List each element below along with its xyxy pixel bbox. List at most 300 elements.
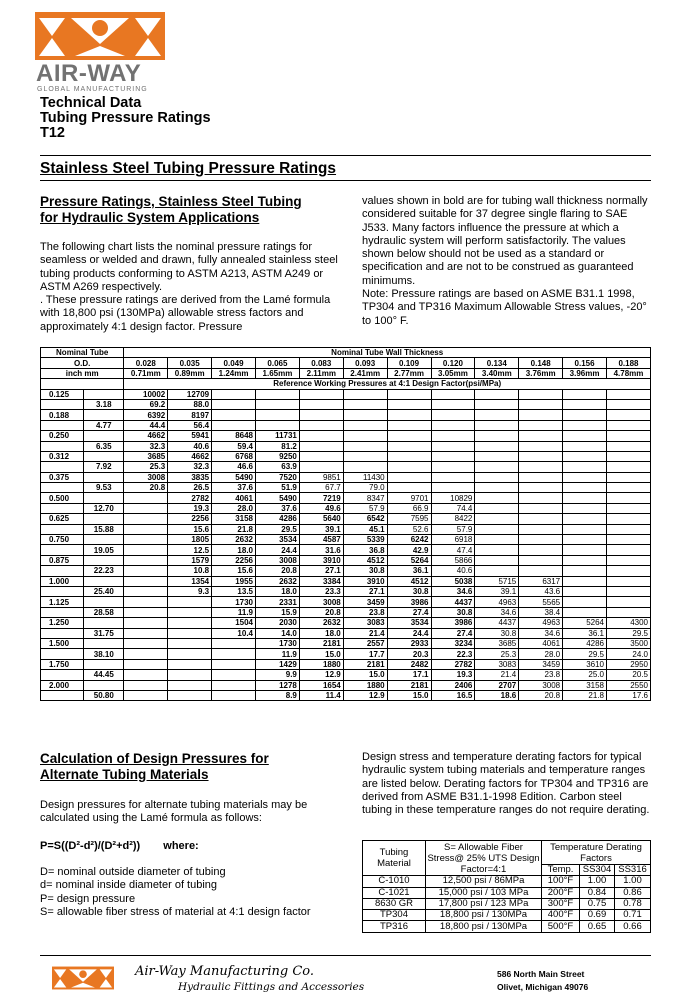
pressure-cell [607,566,651,576]
pressure-cell [475,462,519,472]
pressure-cell [124,545,168,555]
od-inch-cell [41,566,84,576]
pressure-cell: 3234 [431,638,475,648]
od-mm-cell [84,431,124,441]
table-row [363,887,651,898]
pressure-cell: 5941 [168,431,212,441]
temp-cell: 300°F [542,898,580,909]
pressure-cell [563,607,607,617]
od-inch-cell: 1.125 [41,597,84,607]
pressure-cell: 12.9 [343,690,387,700]
pressure-cell [387,462,431,472]
pressure-cell [475,535,519,545]
pressure-cell: 47.4 [431,545,475,555]
pressure-cell [168,607,212,617]
pressure-cell: 10.4 [212,628,256,638]
pressure-cell: 5490 [256,493,300,503]
pressure-cell [299,420,343,430]
pressure-cell [212,420,256,430]
pressure-cell: 2782 [431,659,475,669]
temp-cell: 400°F [542,910,580,921]
pressure-cell [607,576,651,586]
pressure-cell: 4437 [475,618,519,628]
wall-inch-header: 0.028 [124,358,168,368]
ss304-cell: 0.69 [580,910,615,921]
od-inch-cell [41,690,84,700]
pressure-cell [519,431,563,441]
material-cell: C-1010 [363,876,426,887]
stress-cell: 15,000 psi / 103 MPa [426,887,542,898]
od-mm-cell: 25.40 [84,586,124,596]
ss316-header: SS316 [615,865,651,876]
pressure-cell: 2557 [343,638,387,648]
pressure-cell: 17.1 [387,670,431,680]
table-header-row [41,379,651,389]
wall-mm-header: 3.05mm [431,368,475,378]
pressure-cell [607,535,651,545]
pressure-cell [519,451,563,461]
lame-paragraph: . These pressure ratings are derived from the Lamé formula with 18,800 psi (130MPa) allowable stress factors and approximately 4:1 design factor. Pressure [40,294,331,333]
table-row [41,472,651,482]
pressure-cell: 11430 [343,472,387,482]
pressure-cell [519,545,563,555]
pressure-cell: 1654 [299,680,343,690]
pressure-cell [299,410,343,420]
material-cell: C-1021 [363,887,426,898]
pressure-cell [519,535,563,545]
blank-cell [41,379,124,389]
wall-inch-header: 0.188 [607,358,651,368]
pressure-cell: 31.6 [299,545,343,555]
pressure-cell [387,389,431,399]
design-pressures-heading [40,751,269,783]
stress-cell: 17,800 psi / 123 MPa [426,898,542,909]
pressure-cell [431,451,475,461]
pressure-cell [343,441,387,451]
pressure-cell [124,659,168,669]
od-inch-cell: 1.000 [41,576,84,586]
pressure-cell: 4963 [519,618,563,628]
ss316-cell: 0.86 [615,887,651,898]
ss304-cell: 1.00 [580,876,615,887]
pressure-cell: 59.4 [212,441,256,451]
pressure-cell: 8197 [168,410,212,420]
pressure-cell: 23.8 [519,670,563,680]
heading-line: for Hydraulic System Applications [40,210,260,225]
pressure-cell: 2256 [168,514,212,524]
pressure-cell: 3008 [519,680,563,690]
od-inch-cell [41,586,84,596]
address-line: 586 North Main Street [497,969,585,979]
pressure-cell [212,638,256,648]
pressure-cell [519,514,563,524]
pressure-cell [387,451,431,461]
pressure-cell: 10.8 [168,566,212,576]
pressure-cell [519,493,563,503]
pressure-cell: 1880 [299,659,343,669]
ss316-cell: 0.71 [615,910,651,921]
pressure-cell: 8422 [431,514,475,524]
od-inch-cell: 0.750 [41,535,84,545]
pressure-cell [475,524,519,534]
pressure-cell [475,555,519,565]
pressure-cell: 24.0 [607,649,651,659]
pressure-cell: 27.1 [343,586,387,596]
pressure-cell: 3158 [212,514,256,524]
pressure-cell [168,670,212,680]
pressure-cell [124,607,168,617]
od-inch-cell: 1.500 [41,638,84,648]
table-row [41,566,651,576]
pressure-cell [563,514,607,524]
od-inch-cell [41,462,84,472]
intro-paragraph: The following chart lists the nominal pressure ratings for seamless or welded and drawn, fully annealed stainless steel tubing products conforming to ASTM A213, ASTM A249 or ASTM A269 respectively. [40,241,338,293]
table-row [41,535,651,545]
pressure-cell: 30.8 [475,628,519,638]
pressure-cell: 2707 [475,680,519,690]
pressure-cell [299,399,343,409]
ss304-header: SS304 [580,865,615,876]
pressure-cell: 5490 [212,472,256,482]
table-row [41,618,651,628]
wall-mm-header: 3.76mm [519,368,563,378]
pressure-cell [607,607,651,617]
table-row [41,638,651,648]
wall-mm-header: 0.89mm [168,368,212,378]
pressure-cell [299,431,343,441]
pressure-cell [387,399,431,409]
derating-body [363,841,651,933]
wall-mm-header: 2.77mm [387,368,431,378]
pressure-cell: 12.5 [168,545,212,555]
pressure-cell: 28.0 [212,503,256,513]
ss304-cell: 0.84 [580,887,615,898]
wall-mm-header: 1.65mm [256,368,300,378]
pressure-cell: 8347 [343,493,387,503]
wall-inch-header: 0.049 [212,358,256,368]
od-mm-cell: 44.45 [84,670,124,680]
pressure-cell [563,441,607,451]
pressure-cell: 11.4 [299,690,343,700]
pressure-cell: 2782 [168,493,212,503]
pressure-cell [212,680,256,690]
pressure-cell [607,451,651,461]
pressure-cell: 36.1 [387,566,431,576]
table-row [41,410,651,420]
pressure-cell: 29.5 [256,524,300,534]
header-line-2: Tubing Pressure Ratings [40,110,211,126]
pressure-cell [519,462,563,472]
temp-cell: 500°F [542,921,580,932]
pressure-cell [124,514,168,524]
pressure-cell: 51.9 [256,483,300,493]
derating-paragraph: Design stress and temperature derating factors for typical hydraulic system tubing materials and temperature ranges are listed below. Derating factors for TP304 and TP316 are derived from ASME B31.1-1998 Edition. Carbon steel tubing in these temperature ranges do not require derating. [362,751,650,817]
od-mm-cell [84,493,124,503]
pressure-cell: 29.5 [607,628,651,638]
table-row [41,597,651,607]
od-inch-cell: 0.625 [41,514,84,524]
pressure-cell: 21.8 [212,524,256,534]
table-row [363,910,651,921]
pressure-cell [256,389,300,399]
airway-footer-logo-icon [52,960,114,996]
table-header-row [41,368,651,378]
ratings-note: Note: Pressure ratings are based on ASME B31.1 1998, TP304 and TP316 Maximum Allowable Stress values, -20° to 100° F. [362,288,647,327]
pressure-cell [475,566,519,576]
pressure-cell [431,420,475,430]
table-row [363,921,651,932]
pressure-cell: 34.6 [519,628,563,638]
pressure-cell [607,545,651,555]
table-row [363,898,651,909]
pressure-cell [343,462,387,472]
table-row [363,876,651,887]
pressure-cell: 11731 [256,431,300,441]
pressure-cell: 5264 [387,555,431,565]
pressure-cell [607,493,651,503]
pressure-cell [124,680,168,690]
pressure-cell [387,410,431,420]
bold-values-paragraph: values shown in bold are for tubing wall thickness normally considered suitable for 37 degree single flaring to SAE J533. Many factors influence the pressure at which a hydraulic system will perform satisfactorily. The values shown below should not be used as a standard or specification and are not to be construed as guaranteed minimums. [362,195,648,287]
pressure-cell: 2030 [256,618,300,628]
pressure-cell [607,462,651,472]
wall-inch-header: 0.065 [256,358,300,368]
pressure-cell: 27.4 [387,607,431,617]
pressure-cell [519,566,563,576]
od-inch-cell [41,420,84,430]
pressure-cell [607,431,651,441]
temperature-header: Temperature Derating Factors [542,841,651,865]
pressure-cell [256,399,300,409]
wall-inch-header: 0.109 [387,358,431,368]
pressure-cell: 40.6 [431,566,475,576]
pressure-cell: 17.7 [343,649,387,659]
pressure-cell [299,462,343,472]
pressure-cell [607,389,651,399]
stress-cell: 12,500 psi / 86MPa [426,876,542,887]
od-mm-cell: 7.92 [84,462,124,472]
pressure-cell [168,659,212,669]
address-line: Olivet, Michigan 49076 [497,982,589,992]
pressure-cell: 2256 [212,555,256,565]
od-mm-cell [84,514,124,524]
brand-subtitle: GLOBAL MANUFACTURING [37,86,148,93]
pressure-cell [563,451,607,461]
pressure-cell: 3083 [475,659,519,669]
pressure-cell: 3459 [519,659,563,669]
pressure-cell: 4061 [212,493,256,503]
pressure-ratings-heading [40,194,302,226]
pressure-cell: 2406 [431,680,475,690]
od-inch-cell [41,545,84,555]
pressure-cell: 45.1 [343,524,387,534]
pressure-cell: 2950 [607,659,651,669]
pressure-cell: 2632 [256,576,300,586]
ss304-cell: 0.65 [580,921,615,932]
pressure-cell [124,493,168,503]
pressure-cell: 66.9 [387,503,431,513]
od-mm-cell [84,680,124,690]
pressure-cell [124,503,168,513]
pressure-cell: 3008 [124,472,168,482]
pressure-cell [563,545,607,555]
pressure-cell [212,399,256,409]
pressure-cell [431,483,475,493]
pressure-cell: 3685 [475,638,519,648]
od-inch-cell: 0.312 [41,451,84,461]
od-inch-cell [41,607,84,617]
pressure-cell [212,690,256,700]
od-inch-cell: 2.000 [41,680,84,690]
pressure-cell: 17.6 [607,690,651,700]
pressure-cell [431,441,475,451]
pressure-cell: 39.1 [475,586,519,596]
table-row [41,462,651,472]
pressure-cell: 18.0 [212,545,256,555]
pressure-cell: 37.6 [212,483,256,493]
od-mm-cell: 38.10 [84,649,124,659]
pressure-cell [124,628,168,638]
pressure-cell [387,420,431,430]
pressure-cell: 15.6 [212,566,256,576]
pressure-cell: 4512 [387,576,431,586]
pressure-cell: 4512 [343,555,387,565]
pressure-cell [563,389,607,399]
od-inch-cell: 0.125 [41,389,84,399]
pressure-cell [607,420,651,430]
pressure-cell: 30.8 [343,566,387,576]
pressure-cell: 5866 [431,555,475,565]
pressure-cell: 9250 [256,451,300,461]
ss316-cell: 1.00 [615,876,651,887]
pressure-cell [563,555,607,565]
pressure-cell [168,690,212,700]
pressure-cell [299,451,343,461]
pressure-cell [563,420,607,430]
pressure-cell: 2482 [387,659,431,669]
ss316-cell: 0.66 [615,921,651,932]
pressure-cell: 19.3 [168,503,212,513]
pressure-cell: 81.2 [256,441,300,451]
pressure-cell [563,493,607,503]
pressure-cell [475,472,519,482]
od-mm-cell [84,410,124,420]
od-mm-cell [84,618,124,628]
document-header [40,96,211,141]
ss316-cell: 0.78 [615,898,651,909]
pressure-cell: 74.4 [431,503,475,513]
od-inch-cell: 0.250 [41,431,84,441]
wall-inch-header: 0.083 [299,358,343,368]
pressure-cell: 88.0 [168,399,212,409]
od-mm-cell: 12.70 [84,503,124,513]
pressure-cell [124,670,168,680]
pressure-cell: 21.4 [343,628,387,638]
od-mm-cell [84,535,124,545]
pressure-cell [124,618,168,628]
pressure-cell: 9851 [299,472,343,482]
table-header-row [41,358,651,368]
pressure-cell: 8.9 [256,690,300,700]
pressure-cell [563,576,607,586]
pressure-cell: 25.3 [124,462,168,472]
table-row [41,503,651,513]
pressure-cell [475,441,519,451]
pressure-cell [607,524,651,534]
table-row [363,841,651,865]
pressure-cell [387,483,431,493]
pressure-cell: 37.6 [256,503,300,513]
wall-mm-header: 4.78mm [607,368,651,378]
pressure-cell: 32.3 [168,462,212,472]
pressure-cell: 2933 [387,638,431,648]
pressure-cell [563,410,607,420]
pressure-cell: 34.6 [475,607,519,617]
pressure-cell: 3685 [124,451,168,461]
footer-address [497,968,588,994]
pressure-cell: 7520 [256,472,300,482]
pressure-cell [563,462,607,472]
pressure-cell [563,431,607,441]
pressure-cell [431,389,475,399]
pressure-cell: 56.4 [168,420,212,430]
pressure-cell [299,389,343,399]
pressure-cell: 22.3 [431,649,475,659]
od-mm-cell [84,472,124,482]
od-inch-cell: 0.375 [41,472,84,482]
pressure-cell [475,431,519,441]
pressure-cell: 27.1 [299,566,343,576]
pressure-cell: 25.3 [475,649,519,659]
od-inch-cell [41,670,84,680]
table-row [41,680,651,690]
pressure-cell [124,597,168,607]
divider [40,180,651,181]
pressure-cell: 39.1 [299,524,343,534]
pressure-cell: 1504 [212,618,256,628]
pressure-cell: 5715 [475,576,519,586]
pressure-cell [519,524,563,534]
pressure-cell [607,503,651,513]
pressure-cell: 20.5 [607,670,651,680]
pressure-cell [343,399,387,409]
airway-logo-icon [35,10,165,62]
pressure-cell [124,555,168,565]
table-row [41,555,651,565]
pressure-cell: 2632 [299,618,343,628]
pressure-cell [212,649,256,659]
pressure-cell [212,389,256,399]
pressure-cell: 1805 [168,535,212,545]
wall-inch-header: 0.093 [343,358,387,368]
table-row [41,576,651,586]
pressure-cell [563,566,607,576]
pressure-ratings-table [40,347,651,701]
pressure-cell [475,493,519,503]
heading-line: Pressure Ratings, Stainless Steel Tubing [40,194,302,209]
pressure-cell [212,670,256,680]
pressure-cell [607,586,651,596]
pressure-cell: 23.3 [299,586,343,596]
od-mm-cell: 19.05 [84,545,124,555]
header-line-3: T12 [40,125,65,141]
pressure-cell [607,597,651,607]
pressure-cell: 6918 [431,535,475,545]
pressure-cell: 30.8 [387,586,431,596]
pressure-cell [607,472,651,482]
stress-cell: 18,800 psi / 130MPa [426,910,542,921]
pressure-cell: 1278 [256,680,300,690]
